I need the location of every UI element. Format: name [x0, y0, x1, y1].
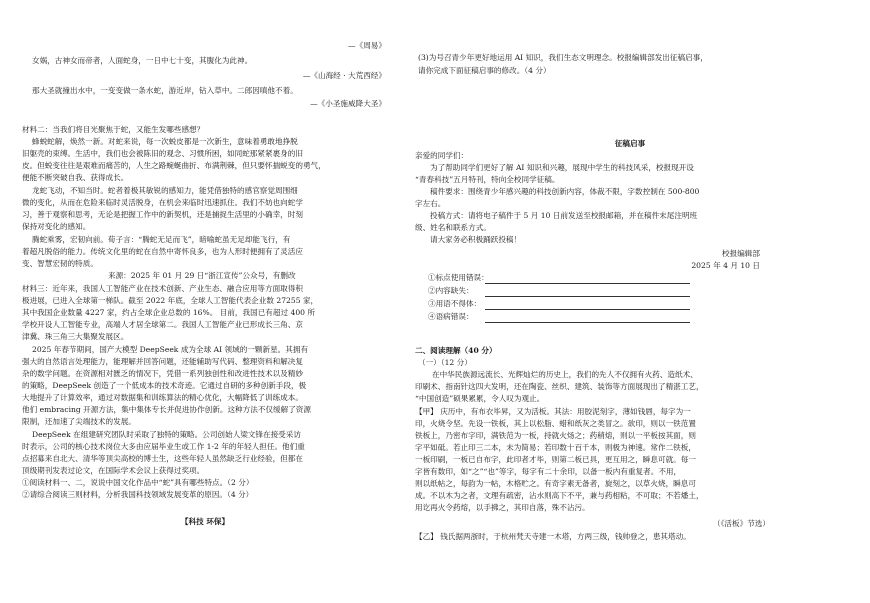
attribution-shanhaijing: —《山海经 · 大荒西经》 — [302, 71, 386, 80]
material-two-line: 微的变化，从而在危险来临时灵活脱身，在机会来临时迅速抓住。我们不妨也向蛇学 — [22, 198, 303, 207]
material-three-line: 杂的数学问题。在资源相对匮乏的情况下，凭借一系列独创性和改进性技术以及精妙 — [22, 369, 303, 378]
material-three-line: 其中我国企业数量 4227 家，约占全球企业总数的 16%。 目前，我国已有超过 400 所 — [22, 308, 315, 317]
intro-line: “中国创造”硕果累累，令人叹为观止。 — [415, 394, 545, 403]
material-three-line: 大地提升了计算效率，通过对数据集和训练算法的精心优化，大幅降低了训练成本。 — [22, 393, 303, 402]
notice-line: “青春科技”五月特刊，特向全校同学征稿。 — [415, 175, 560, 184]
passage-jia-line: 成。不以木为之者，文理有疏密，沾水则高下不平，兼与药相粘，不可取；不若燔土， — [415, 491, 704, 500]
passage-jia-line: 则以纸帖之，每韵为一帖，木格贮之。有奇字素无备者，旋刻之，以草火烧，瞬息可 — [415, 479, 696, 488]
passage-jia-line: 字皆有数印，如“之”“也”等字，每字有二十余印，以备一板内有重复者。不用， — [415, 467, 682, 476]
passage-jia-source: （《活板》节选） — [713, 519, 770, 528]
fill-label-tone: ③用语不得体： — [428, 299, 482, 308]
notice-greeting: 亲爱的同学们： — [415, 151, 469, 160]
passage-jia-line: 【甲】 庆历中，有布衣毕昇，又为活板。其法：用胶泥刻字，薄如钱唇，每字为一 — [415, 407, 691, 416]
question-one: ①阅读材料一、二，说说中国文化作品中“蛇”具有哪些特点。（2 分） — [22, 478, 254, 487]
material-two-line: 龙蛇飞动，不知当时。蛇者着极其敏锐的感知力，能凭借独特的感官察觉周围细 — [32, 186, 298, 195]
passage-yi-line: 【乙】 钱氏据两浙时，于杭州梵天寺建一木塔，方两三级，钱帅登之，患其塔动。 — [415, 532, 691, 541]
fill-label-grammar: ④语病错误： — [428, 312, 474, 321]
answer-blank-punctuation[interactable] — [485, 283, 690, 284]
material-three-line: 的策略，DeepSeek 创造了一个低成本的技术奇迹。它通过自研的多种创新手段，极 — [22, 381, 307, 390]
material-three-line: 极进展，已进入全球第一梯队。截至 2022 年底，全球人工智能代表企业数 27255 家， — [22, 296, 319, 305]
material-three-line: 点招募来自北大、清华等顶尖高校的博士生，这些年轻人虽然缺乏行业经验，但都在 — [22, 454, 303, 463]
passage-jia-line: 印，火烧令坚。先设一铁板，其上以松脂、蜡和纸灰之类冒之。欲印，则以一铁范置 — [415, 419, 696, 428]
answer-blank-missing[interactable] — [485, 296, 690, 297]
material-three-line: DeepSeek 在组建研究团队时采取了独特的策略。公司创始人梁文锋在接受采访 — [32, 430, 301, 439]
question-two: ②请综合阅读三则材料，分析我国科技领域发展变革的原因。（4 分） — [22, 490, 254, 499]
intro-line: 在中华民族源远流长、光辉灿烂的历史上，我们的先人不仅拥有火药、造纸术、 — [432, 370, 698, 379]
material-two-line: 着超凡脱俗的能力。传统文化里的蛇在自然中寄怀良多，也为人形时便拥有了灵活应 — [22, 247, 303, 256]
notice-line: 投稿方式：请将电子稿件于 5 月 10 日前发送至校报邮箱，并在稿件末尾注明班 — [430, 211, 698, 220]
passage-jia-line: 用讫再火令药熔，以手拂之，其印自落，殊不沾污。 — [415, 503, 590, 512]
answer-blank-grammar[interactable] — [485, 322, 690, 323]
fill-label-punctuation: ①标点使用错误： — [428, 273, 489, 282]
intro-line: 印刷术、指南针这四大发明，还在陶瓷、丝织、建筑、装饰等方面展现出了精湛工艺， — [415, 382, 704, 391]
material-two-line: 便能不断突破自我、获得成长。 — [22, 173, 129, 182]
section-two-heading: 二、阅读理解（40 分） — [415, 346, 497, 355]
section-footer-label: 【科技 环保】 — [180, 517, 230, 526]
question-three-line: (3)为号召青少年更好地运用 AI 知识，我们生态文明理念。校报编辑部发出征稿启事， — [418, 53, 708, 62]
notice-date: 2025 年 4 月 10 日 — [691, 261, 760, 270]
notice-signature: 校报编辑部 — [722, 249, 760, 258]
notice-line: 字左右。 — [415, 199, 446, 208]
material-three-line: 材料三：近年来，我国人工智能产业在技术创新、产业生态、融合应用等方面取得积 — [22, 284, 303, 293]
material-three-line: 津冀、珠三角三大集聚发展区。 — [22, 332, 129, 341]
quote-nuwa: 女娲，古神女而帝者，人面蛇身，一日中七十变，其腹化为此神。 — [32, 56, 253, 65]
notice-line: 为了帮助同学们更好了解 AI 知识和兴趣，展现中学生的科技风采，校报现开设 — [430, 163, 694, 172]
material-two-source: 来源：2025 年 01 月 29 日“浙江宣传”公众号，有删改 — [108, 271, 296, 280]
material-two-line: 皮。但蜕变往往是艰难而痛苦的，人生之路蜿蜒曲折、布满荆棘，但只要怀揣蜕变的勇气， — [22, 161, 326, 170]
fill-label-missing: ②内容缺失： — [428, 286, 474, 295]
passage-jia-line: 一板印刷，一板已自布字，此印者才毕，则第二板已具，更互用之，瞬息可就。每一 — [415, 455, 696, 464]
attribution-xiaosheng: —《小圣施威降大圣》 — [310, 99, 386, 108]
notice-line: 稿件要求：围绕青少年感兴趣的科技创新内容，体裁不限，字数控制在 500-800 — [430, 187, 700, 196]
material-two-line: 旧躯壳的束缚。生活中，我们也会被陈旧的观念、习惯所困，如同蛇那紧紧裹身的旧 — [22, 149, 303, 158]
material-two-line: 腾蛇乘雾，宏韧向前。荀子言：“腾蛇无足而飞”，暗喻蛇虽无足却能飞行，有 — [32, 235, 291, 244]
passage-jia-line: 铁板上，乃密布字印，满铁范为一板，持就火炀之；药稍熔，则以一平板按其面，则 — [415, 431, 696, 440]
material-three-line: 时表示，公司的核心技术岗位大多由应届毕业生或工作 1-2 年的年轻人担任。他们重 — [22, 442, 305, 451]
notice-title: 征稿启事 — [614, 139, 646, 148]
material-three-line: 2025 年春节期间，国产大模型 DeepSeek 成为全球 AI 领域的一颗新星。其拥有 — [32, 345, 309, 354]
quote-dasheng: 那大圣就撞出水中，一变变做一条水蛇，游近岸，钻入草中。二郎因嗔他不着。 — [32, 86, 298, 95]
material-two-line: 蜂蜕蛇解，焕然一新。对蛇来说，每一次蜕皮都是一次新生，意味着勇敢地挣脱 — [32, 137, 298, 146]
question-three-line: 请你完成下面征稿启事的修改。（4 分） — [418, 66, 551, 75]
subsection-one-heading: （一）（12 分） — [418, 358, 472, 367]
notice-line: 请大家务必积极踊跃投稿！ — [430, 235, 522, 244]
attribution-zhouyi: —《周易》 — [348, 41, 386, 50]
material-three-line: 限制，还加速了尖端技术的发展。 — [22, 417, 136, 426]
material-two-line: 变、智慧宏韧的特质。 — [22, 259, 98, 268]
material-three-line: 强大的自然语言处理能力，能理解并回答问题，还能辅助写代码、整理资料和解决复 — [22, 357, 303, 366]
material-three-line: 学校开设人工智能专业，高端人才居全球第二。我国人工智能产业已形成长三角、京 — [22, 320, 303, 329]
material-three-line: 顶级期刊发表过论文，在国际学术会议上获得过奖项。 — [22, 466, 205, 475]
material-two-line: 习，善于观察和思考，无论是把握工作中的新契机，还是捕捉生活里的小确幸，时刻 — [22, 210, 303, 219]
passage-jia-line: 字平如砥。若止印三二本，未为简易；若印数十百千本，则极为神速。常作二铁板， — [415, 443, 696, 452]
answer-blank-tone[interactable] — [485, 309, 690, 310]
material-two-heading: 材料二：当我们将目光聚焦于蛇，又能生发哪些感想？ — [22, 125, 205, 134]
material-two-line: 保持对变化的感知。 — [22, 222, 91, 231]
notice-line: 级、姓名和联系方式。 — [415, 223, 491, 232]
material-three-line: 他们 embracing 开源方法，集中集体专长并促进协作创新。这种方法不仅缓解了资源 — [22, 405, 311, 414]
